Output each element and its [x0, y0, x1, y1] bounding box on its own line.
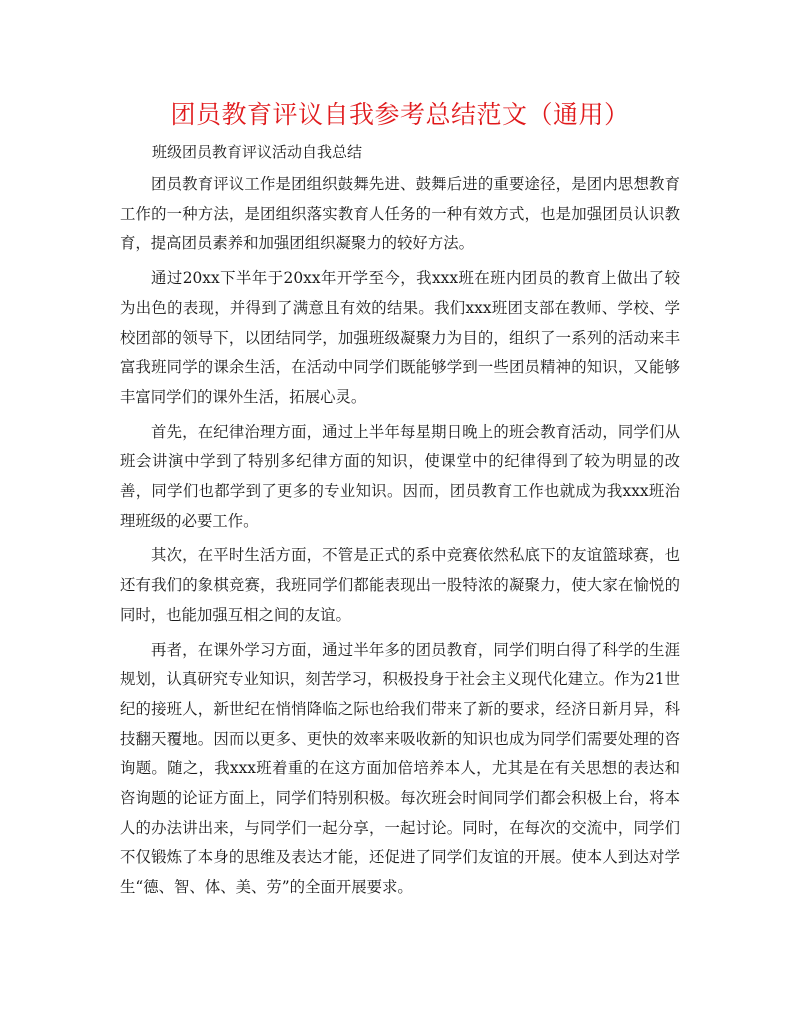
- paragraph: 团员教育评议工作是团组织鼓舞先进、鼓舞后进的重要途径，是团内思想教育工作的一种方法，是团组织落实教育人任务的一种有效方式，也是加强团员认识教育，提高团员素养和加强团组织凝聚力的较好方法。: [120, 175, 680, 253]
- paragraph: 其次，在平时生活方面，不管是正式的系中竞赛依然私底下的友谊篮球赛，也还有我们的象棋竞赛，我班同学们都能表现出一股特浓的凝聚力，使大家在愉悦的同时，也能加强互相之间的友谊。: [120, 546, 680, 624]
- paragraph: 通过20xx下半年于20xx年开学至今，我xxx班在班内团员的教育上做出了较为出色的表现，并得到了满意且有效的结果。我们xxx班团支部在教师、学校、学校团部的领导下，以团结同学，加强班级凝聚力为目的，组织了一系列的活动来丰富我班同学的课余生活，在活动中同学们既能够学到一些团员精神的知识，又能够丰富同学们的课外生活，拓展心灵。: [120, 269, 680, 406]
- paragraph: 再者，在课外学习方面，通过半年多的团员教育，同学们明白得了科学的生涯规划，认真研究专业知识，刻苦学习，积极投身于社会主义现代化建立。作为21世纪的接班人，新世纪在悄悄降临之际也给我们带来了新的要求，经济日新月异，科技翻天覆地。因而以更多、更快的效率来吸收新的知识也成为同学们需要处理的咨询题。随之，我xxx班着重的在这方面加倍培养本人，尤其是在有关思想的表达和咨询题的论证方面上，同学们特别积极。每次班会时间同学们都会积极上台，将本人的办法讲出来，与同学们一起分享，一起讨论。同时，在每次的交流中，同学们不仅锻炼了本身的思维及表达才能，还促进了同学们友谊的开展。使本人到达对学生“德、智、体、美、劳”的全面开展要求。: [120, 640, 680, 897]
- document-title: 团员教育评议自我参考总结范文（通用）: [170, 100, 630, 129]
- paragraph: 首先，在纪律治理方面，通过上半年每星期日晚上的班会教育活动，同学们从班会讲演中学到了特别多纪律方面的知识，使课堂中的纪律得到了较为明显的改善，同学们也都学到了更多的专业知识。因而，团员教育工作也就成为我xxx班治理班级的必要工作。: [120, 422, 680, 530]
- document-body: [120, 170, 680, 903]
- document-subtitle: 班级团员教育评议活动自我总结: [152, 143, 363, 161]
